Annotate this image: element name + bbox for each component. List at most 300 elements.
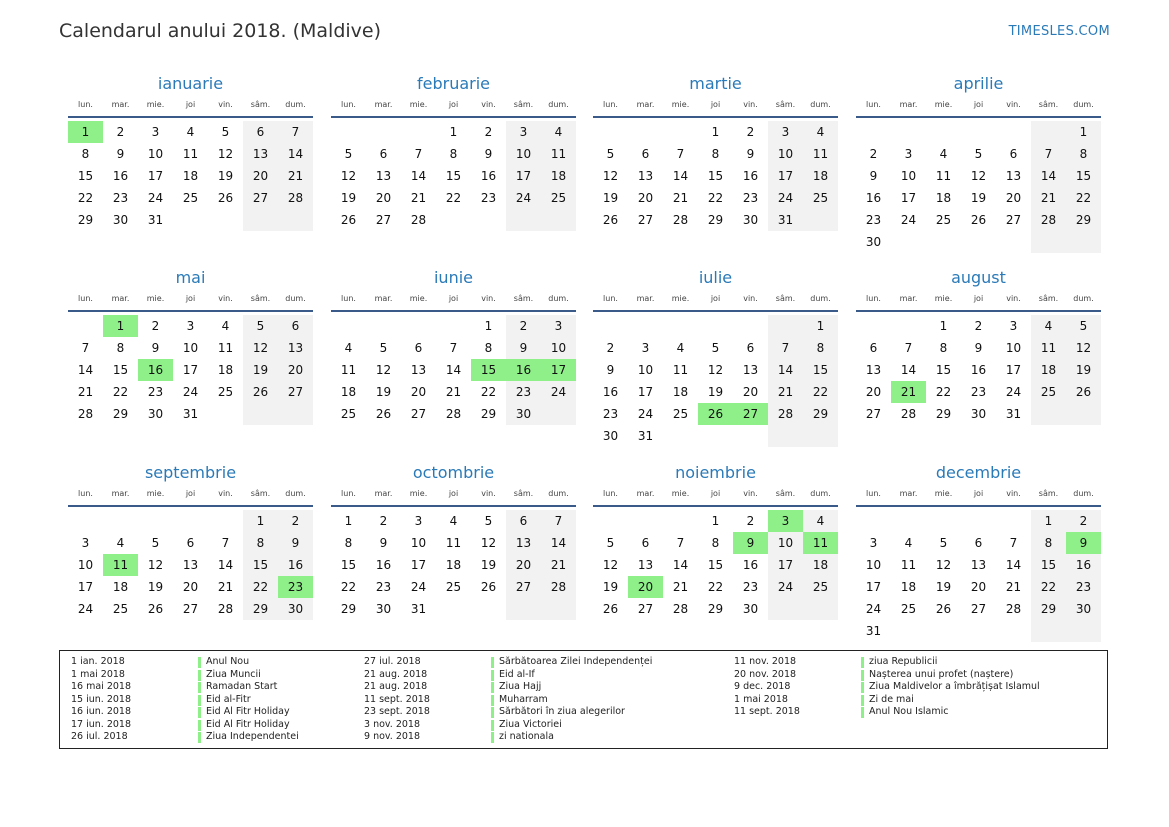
- day-cell: 20: [865, 385, 882, 399]
- day-cell: 25: [672, 407, 689, 421]
- weekday-label: dum.: [548, 294, 569, 303]
- day-cell: 18: [672, 385, 689, 399]
- day-cell: 21: [77, 385, 94, 399]
- day-cell: 16: [742, 558, 759, 572]
- day-cell: 14: [278, 143, 313, 165]
- week-row: [856, 121, 1101, 143]
- day-cell: 3: [869, 536, 878, 550]
- weekday-label: mar.: [374, 294, 393, 303]
- day-cell: 28: [900, 407, 917, 421]
- day-cell: 22: [480, 385, 497, 399]
- weekday-label: lun.: [78, 294, 93, 303]
- day-cell: 25: [1031, 381, 1066, 403]
- day-cell: 14: [900, 363, 917, 377]
- week-row: [68, 337, 313, 359]
- day-cell: 11: [340, 363, 357, 377]
- empty-day-cell: [961, 510, 996, 532]
- day-cell: 7: [676, 147, 685, 161]
- day-cell: 1: [449, 125, 458, 139]
- legend-holiday-name: Eid al-If: [499, 668, 535, 680]
- day-cell: 28: [541, 576, 576, 598]
- day-cell: 31: [637, 429, 654, 443]
- weekday-label: mar.: [636, 100, 655, 109]
- day-cell: 1: [711, 125, 720, 139]
- day-cell: 20: [970, 580, 987, 594]
- week-row: [68, 554, 313, 576]
- legend-holiday-name: Muharram: [499, 693, 548, 705]
- empty-day-cell: [856, 121, 891, 143]
- day-cell: 29: [935, 407, 952, 421]
- legend-date: 16 iun. 2018: [71, 706, 132, 717]
- week-row: [331, 143, 576, 165]
- week-row: [68, 510, 313, 532]
- day-cell: 7: [81, 341, 90, 355]
- weekday-label: mar.: [374, 489, 393, 498]
- day-cell: 14: [77, 363, 94, 377]
- day-cell: 6: [974, 536, 983, 550]
- day-cell: 14: [1031, 165, 1066, 187]
- day-cell: 20: [506, 554, 541, 576]
- day-cell: 21: [217, 580, 234, 594]
- empty-day-cell: [926, 231, 961, 253]
- day-cell: 10: [768, 143, 803, 165]
- day-cell: 19: [340, 191, 357, 205]
- week-row: [593, 425, 838, 447]
- day-cell: 25: [217, 385, 234, 399]
- day-cell: 6: [186, 536, 195, 550]
- day-cell: 13: [637, 558, 654, 572]
- day-cell: 12: [602, 169, 619, 183]
- day-cell: 30: [742, 213, 759, 227]
- day-cell: 27: [243, 187, 278, 209]
- day-cell: 24: [506, 187, 541, 209]
- day-cell: 31: [147, 213, 164, 227]
- day-cell: 19: [707, 385, 724, 399]
- day-cell: 14: [217, 558, 234, 572]
- weekday-label: dum.: [810, 489, 831, 498]
- month-name: decembrie: [935, 463, 1022, 482]
- legend-holiday-name: Anul Nou Islamic: [869, 706, 949, 717]
- legend-marker: [861, 670, 864, 681]
- day-cell: 23: [147, 385, 164, 399]
- day-cell: 25: [340, 407, 357, 421]
- week-row: [593, 121, 838, 143]
- day-cell: 29: [480, 407, 497, 421]
- week-row: [856, 598, 1101, 620]
- day-cell: 8: [939, 341, 948, 355]
- day-cell: 6: [379, 147, 388, 161]
- day-cell: 23: [375, 580, 392, 594]
- day-cell: 3: [186, 319, 195, 333]
- day-cell: 10: [1005, 341, 1022, 355]
- week-row: [593, 143, 838, 165]
- day-cell: 14: [1005, 558, 1022, 572]
- day-cell: 9: [869, 169, 878, 183]
- legend-date: 9 dec. 2018: [734, 681, 791, 692]
- day-cell: 20: [182, 580, 199, 594]
- day-cell: 13: [243, 143, 278, 165]
- day-cell: 24: [182, 385, 199, 399]
- day-cell: 26: [480, 580, 497, 594]
- legend-marker: [198, 657, 201, 668]
- day-cell: 2: [746, 125, 755, 139]
- day-cell: 14: [672, 169, 689, 183]
- holiday-day-cell: 26: [698, 403, 733, 425]
- day-cell: 5: [1066, 315, 1101, 337]
- month-name: august: [951, 268, 1006, 287]
- weekday-label: dum.: [810, 100, 831, 109]
- day-cell: 19: [217, 169, 234, 183]
- empty-day-cell: [1031, 231, 1066, 253]
- day-cell: 16: [742, 169, 759, 183]
- month-name: februarie: [416, 74, 491, 93]
- legend-marker: [491, 682, 494, 693]
- legend-marker: [491, 670, 494, 681]
- day-cell: 8: [1066, 143, 1101, 165]
- week-row: [593, 315, 838, 337]
- week-row: [593, 510, 838, 532]
- weekday-label: mie.: [409, 489, 428, 498]
- empty-day-cell: [278, 209, 313, 231]
- week-row: [856, 187, 1101, 209]
- week-row: [593, 598, 838, 620]
- day-cell: 30: [865, 235, 882, 249]
- weekday-label: lun.: [603, 294, 618, 303]
- day-cell: 23: [1066, 576, 1101, 598]
- day-cell: 18: [1031, 359, 1066, 381]
- legend-marker: [198, 732, 201, 743]
- legend-column-2: [364, 656, 652, 744]
- legend-marker: [198, 682, 201, 693]
- day-cell: 23: [602, 407, 619, 421]
- day-cell: 6: [243, 121, 278, 143]
- month-februarie: [331, 73, 576, 231]
- month-iulie: [593, 267, 838, 447]
- empty-day-cell: [68, 315, 103, 337]
- month-name: noiembrie: [675, 463, 756, 482]
- day-cell: 16: [278, 554, 313, 576]
- empty-day-cell: [628, 315, 663, 337]
- week-row: [856, 143, 1101, 165]
- weekday-label: vin.: [218, 100, 233, 109]
- day-cell: 15: [1031, 554, 1066, 576]
- weekday-label: mar.: [111, 294, 130, 303]
- weekday-label: sâm.: [775, 100, 796, 109]
- day-cell: 30: [602, 429, 619, 443]
- week-row: [856, 359, 1101, 381]
- day-cell: 1: [243, 510, 278, 532]
- weekday-label: sâm.: [1038, 489, 1059, 498]
- day-cell: 7: [541, 510, 576, 532]
- day-cell: 4: [676, 341, 685, 355]
- day-cell: 21: [410, 191, 427, 205]
- day-cell: 6: [1009, 147, 1018, 161]
- day-cell: 28: [410, 213, 427, 227]
- week-row: [331, 209, 576, 231]
- day-cell: 17: [768, 554, 803, 576]
- legend-holiday-name: Eid Al Fitr Holiday: [206, 706, 290, 717]
- empty-day-cell: [401, 121, 436, 143]
- weekday-label: mar.: [111, 100, 130, 109]
- day-cell: 10: [637, 363, 654, 377]
- day-cell: 12: [970, 169, 987, 183]
- day-cell: 12: [707, 363, 724, 377]
- holiday-day-cell: 16: [506, 359, 541, 381]
- day-cell: 29: [1066, 209, 1101, 231]
- month-martie: [593, 73, 838, 231]
- day-cell: 30: [375, 602, 392, 616]
- day-cell: 29: [77, 213, 94, 227]
- month-name: mai: [175, 268, 206, 287]
- weekday-label: mie.: [934, 489, 953, 498]
- day-cell: 20: [375, 191, 392, 205]
- day-cell: 22: [935, 385, 952, 399]
- day-cell: 8: [243, 532, 278, 554]
- week-row: [331, 359, 576, 381]
- weekday-label: dum.: [1073, 489, 1094, 498]
- day-cell: 10: [541, 337, 576, 359]
- legend-date: 20 nov. 2018: [734, 668, 797, 680]
- day-cell: 13: [637, 169, 654, 183]
- empty-day-cell: [891, 510, 926, 532]
- day-cell: 11: [672, 363, 689, 377]
- day-cell: 28: [77, 407, 94, 421]
- weekday-label: dum.: [285, 489, 306, 498]
- day-cell: 10: [147, 147, 164, 161]
- weekday-label: vin.: [481, 100, 496, 109]
- day-cell: 20: [742, 385, 759, 399]
- day-cell: 7: [414, 147, 423, 161]
- week-row: [331, 532, 576, 554]
- day-cell: 16: [480, 169, 497, 183]
- weekday-header: [856, 487, 1101, 507]
- day-cell: 7: [1031, 143, 1066, 165]
- day-cell: 4: [449, 514, 458, 528]
- weekday-label: mie.: [409, 100, 428, 109]
- weekday-label: vin.: [1006, 489, 1021, 498]
- legend-date: 26 iul. 2018: [71, 731, 128, 742]
- day-cell: 16: [970, 363, 987, 377]
- day-cell: 2: [278, 510, 313, 532]
- week-row: [593, 576, 838, 598]
- day-cell: 1: [484, 319, 493, 333]
- week-row: [68, 315, 313, 337]
- legend-date: 3 nov. 2018: [364, 718, 420, 730]
- day-cell: 2: [116, 125, 125, 139]
- weekday-label: sâm.: [1038, 100, 1059, 109]
- legend-holiday-name: Ziua Victoriei: [499, 718, 562, 730]
- day-cell: 21: [278, 165, 313, 187]
- day-cell: 15: [445, 169, 462, 183]
- day-cell: 22: [1066, 187, 1101, 209]
- week-row: [856, 532, 1101, 554]
- day-cell: 23: [506, 381, 541, 403]
- legend-holiday-name: Ziua Muncii: [206, 668, 261, 680]
- week-row: [593, 554, 838, 576]
- legend-date: 1 mai 2018: [734, 693, 788, 705]
- day-cell: 13: [278, 337, 313, 359]
- week-row: [593, 359, 838, 381]
- day-cell: 6: [641, 536, 650, 550]
- day-cell: 16: [602, 385, 619, 399]
- legend-item: [734, 706, 1040, 719]
- day-cell: 15: [77, 169, 94, 183]
- day-cell: 25: [182, 191, 199, 205]
- week-row: [68, 576, 313, 598]
- legend-marker: [198, 670, 201, 681]
- day-cell: 12: [147, 558, 164, 572]
- day-cell: 19: [1066, 359, 1101, 381]
- weekday-label: mar.: [899, 294, 918, 303]
- empty-day-cell: [1031, 403, 1066, 425]
- day-cell: 26: [340, 213, 357, 227]
- day-cell: 29: [707, 602, 724, 616]
- day-cell: 10: [410, 536, 427, 550]
- month-name: ianuarie: [157, 74, 224, 93]
- day-cell: 30: [742, 602, 759, 616]
- weekday-label: joi: [185, 489, 196, 498]
- legend-item: [71, 706, 299, 719]
- week-row: [68, 187, 313, 209]
- legend-marker: [861, 707, 864, 718]
- day-cell: 11: [900, 558, 917, 572]
- day-cell: 16: [865, 191, 882, 205]
- day-cell: 26: [1066, 381, 1101, 403]
- day-cell: 26: [602, 213, 619, 227]
- day-cell: 31: [410, 602, 427, 616]
- legend-holiday-name: Sărbătoarea Zilei Independenței: [499, 656, 653, 667]
- day-cell: 2: [974, 319, 983, 333]
- week-row: [593, 209, 838, 231]
- day-cell: 7: [1009, 536, 1018, 550]
- day-cell: 3: [541, 315, 576, 337]
- legend-item: [364, 719, 652, 732]
- day-cell: 30: [112, 213, 129, 227]
- day-cell: 10: [77, 558, 94, 572]
- week-row: [331, 187, 576, 209]
- day-cell: 1: [1066, 121, 1101, 143]
- month-mai: [68, 267, 313, 425]
- week-row: [593, 532, 838, 554]
- day-cell: 23: [970, 385, 987, 399]
- month-name: aprilie: [953, 74, 1004, 93]
- week-row: [856, 381, 1101, 403]
- day-cell: 13: [742, 363, 759, 377]
- legend-marker: [491, 720, 494, 731]
- week-row: [331, 121, 576, 143]
- day-cell: 18: [541, 165, 576, 187]
- empty-day-cell: [243, 209, 278, 231]
- weekday-label: dum.: [1073, 100, 1094, 109]
- legend-holiday-name: Ziua Independentei: [206, 731, 299, 742]
- holiday-day-cell: 11: [103, 554, 138, 576]
- holiday-day-cell: 1: [103, 315, 138, 337]
- week-row: [68, 403, 313, 425]
- empty-day-cell: [891, 231, 926, 253]
- holiday-day-cell: 9: [1066, 532, 1101, 554]
- day-cell: 30: [1066, 598, 1101, 620]
- day-cell: 10: [865, 558, 882, 572]
- empty-day-cell: [208, 403, 243, 425]
- empty-day-cell: [243, 403, 278, 425]
- day-cell: 10: [768, 532, 803, 554]
- empty-day-cell: [173, 510, 208, 532]
- weekday-label: lun.: [866, 294, 881, 303]
- legend-item: [364, 694, 652, 707]
- day-cell: 9: [484, 147, 493, 161]
- holiday-day-cell: 20: [628, 576, 663, 598]
- empty-day-cell: [593, 121, 628, 143]
- legend-holiday-name: Nașterea unui profet (naștere): [869, 668, 1014, 680]
- day-cell: 24: [410, 580, 427, 594]
- holiday-day-cell: 9: [733, 532, 768, 554]
- day-cell: 27: [637, 602, 654, 616]
- day-cell: 6: [506, 510, 541, 532]
- day-cell: 28: [672, 602, 689, 616]
- weekday-label: dum.: [810, 294, 831, 303]
- legend-holiday-name: Eid al-Fitr: [206, 693, 251, 705]
- legend-item: [71, 719, 299, 732]
- weekday-label: sâm.: [775, 294, 796, 303]
- empty-day-cell: [891, 121, 926, 143]
- day-cell: 28: [217, 602, 234, 616]
- day-cell: 25: [803, 187, 838, 209]
- week-row: [331, 381, 576, 403]
- day-cell: 18: [182, 169, 199, 183]
- week-row: [68, 209, 313, 231]
- day-cell: 13: [506, 532, 541, 554]
- weekday-label: joi: [973, 100, 984, 109]
- day-cell: 17: [768, 165, 803, 187]
- weekday-header: [68, 487, 313, 507]
- day-cell: 27: [182, 602, 199, 616]
- day-cell: 6: [746, 341, 755, 355]
- weekday-label: lun.: [603, 489, 618, 498]
- day-cell: 7: [449, 341, 458, 355]
- day-cell: 2: [746, 514, 755, 528]
- weekday-label: sâm.: [250, 294, 271, 303]
- day-cell: 15: [707, 169, 724, 183]
- legend-item: [364, 669, 652, 682]
- day-cell: 31: [1005, 407, 1022, 421]
- week-row: [68, 381, 313, 403]
- day-cell: 2: [484, 125, 493, 139]
- day-cell: 24: [900, 213, 917, 227]
- day-cell: 26: [375, 407, 392, 421]
- day-cell: 23: [742, 191, 759, 205]
- day-cell: 19: [602, 580, 619, 594]
- week-row: [856, 337, 1101, 359]
- empty-day-cell: [768, 425, 803, 447]
- week-row: [331, 576, 576, 598]
- empty-day-cell: [803, 598, 838, 620]
- day-cell: 5: [974, 147, 983, 161]
- day-cell: 26: [970, 213, 987, 227]
- month-ianuarie: [68, 73, 313, 231]
- brand-link[interactable]: TIMESLES.COM: [1008, 24, 1110, 39]
- day-cell: 22: [803, 381, 838, 403]
- day-cell: 30: [970, 407, 987, 421]
- day-cell: 27: [970, 602, 987, 616]
- weekday-header: [593, 98, 838, 118]
- week-row: [856, 620, 1101, 642]
- weekday-label: mie.: [934, 100, 953, 109]
- holiday-day-cell: 11: [803, 532, 838, 554]
- day-cell: 17: [182, 363, 199, 377]
- empty-day-cell: [471, 598, 506, 620]
- legend-holiday-name: Ramadan Start: [206, 681, 278, 692]
- weekday-label: sâm.: [513, 100, 534, 109]
